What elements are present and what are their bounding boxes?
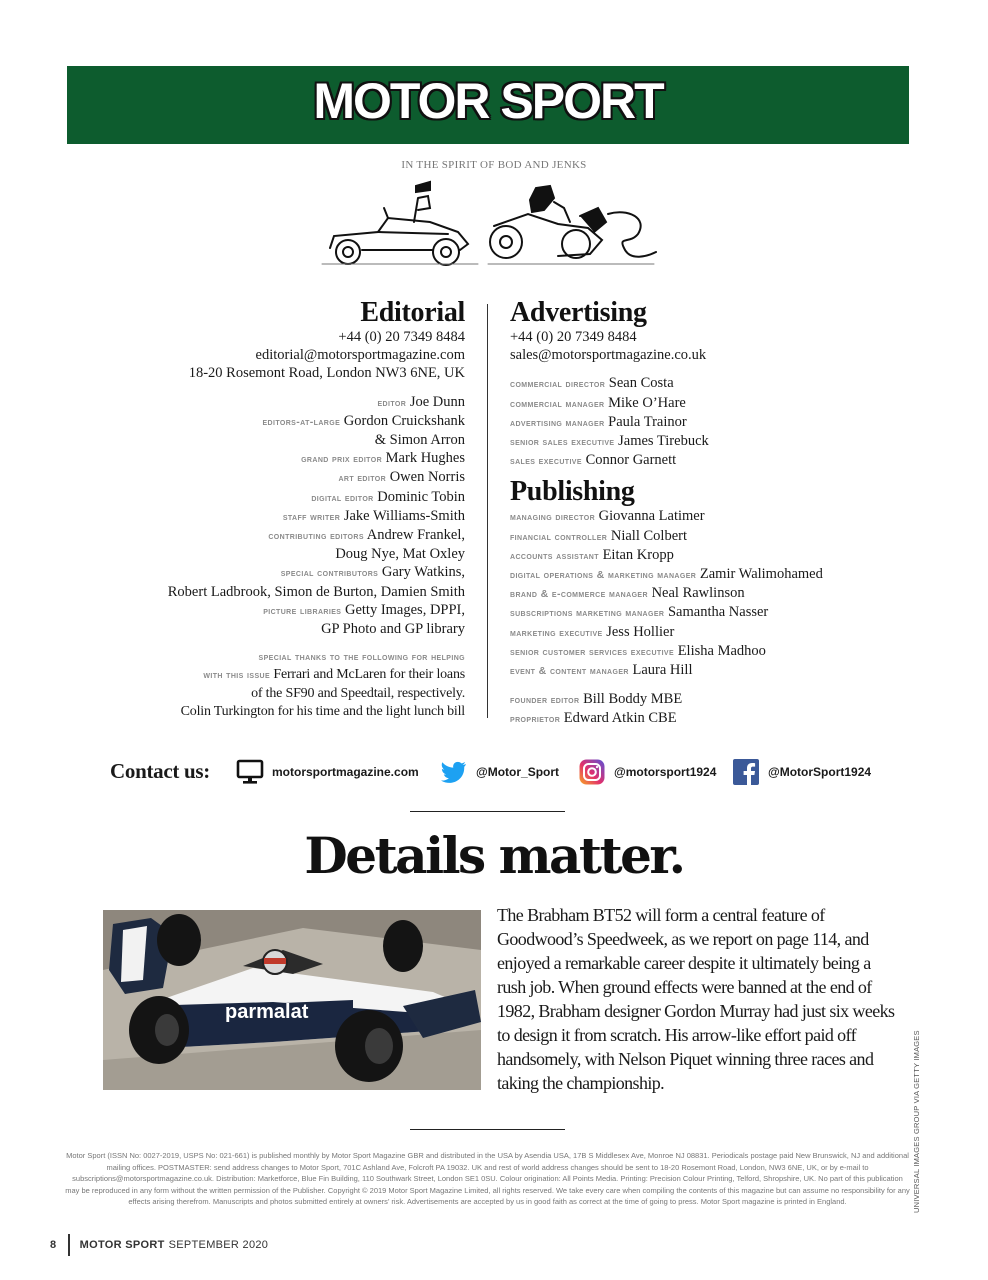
staff-name: Gary Watkins, [381, 564, 465, 581]
tagline: IN THE SPIRIT OF BOD AND JENKS [401, 159, 587, 171]
publishing-staff-list [510, 507, 930, 680]
staff-row [510, 413, 930, 432]
staff-row [510, 584, 930, 603]
staff-row [100, 545, 465, 563]
staff-row [510, 451, 930, 470]
footer-issue: SEPTEMBER 2020 [168, 1239, 269, 1251]
staff-role: managing director [510, 511, 596, 524]
twitter-handle: @Motor_Sport [476, 765, 560, 779]
staff-name: & Simon Arron [374, 432, 465, 449]
staff-row [510, 565, 930, 584]
staff-name: of the SF90 and Speedtail, respectively. [251, 685, 465, 701]
advertising-staff-list [510, 374, 930, 470]
footer-divider [68, 1234, 70, 1256]
staff-name: Samantha Nasser [667, 604, 769, 621]
car-livery-text: parmalat [225, 1001, 309, 1023]
instagram-handle: @motorsport1924 [614, 765, 717, 779]
staff-role: picture libraries [263, 604, 342, 617]
staff-row [100, 431, 465, 449]
bod-and-jenks-illustration [318, 178, 658, 276]
twitter-link[interactable] [440, 758, 559, 786]
facebook-handle: @MotorSport1924 [768, 765, 872, 779]
staff-row [510, 709, 930, 728]
staff-name: Bill Boddy MBE [583, 691, 683, 708]
staff-role: advertising manager [510, 416, 605, 429]
twitter-icon [440, 758, 468, 786]
website-link[interactable] [236, 758, 419, 786]
staff-role: marketing executive [510, 626, 603, 639]
staff-name: Jess Hollier [606, 623, 675, 640]
rule-bottom [410, 1129, 565, 1130]
staff-role: financial controller [510, 530, 608, 543]
advertising-title: Advertising [510, 297, 647, 328]
staff-row [100, 449, 465, 468]
staff-name: Ferrari and McLaren for their loans [273, 667, 465, 683]
staff-name: Niall Colbert [610, 527, 687, 544]
staff-role: editors-at-large [262, 415, 341, 428]
staff-row [510, 432, 930, 451]
publishing-title: Publishing [510, 476, 635, 508]
rule-top [410, 811, 565, 812]
facebook-icon [732, 758, 760, 786]
staff-name: Mike O’Hare [608, 394, 686, 411]
instagram-link[interactable] [578, 758, 716, 786]
page-footer [50, 1234, 268, 1256]
staff-row [510, 642, 930, 661]
staff-row [100, 526, 465, 545]
staff-row [510, 546, 930, 565]
staff-row [100, 583, 465, 601]
staff-role: event & content manager [510, 665, 629, 678]
advertising-email[interactable]: sales@motorsportmagazine.co.uk [510, 347, 707, 364]
staff-role: editor [377, 396, 407, 409]
brabham-car-illustration [103, 910, 481, 1090]
motor-sport-logo: MOTOR SPORT [313, 73, 663, 129]
editorial-thanks-list [100, 648, 465, 721]
staff-role: commercial director [510, 378, 606, 391]
staff-role: special contributors [280, 567, 379, 580]
staff-name: Eitan Kropp [602, 546, 674, 563]
staff-role: sales executive [510, 455, 582, 468]
staff-role: senior sales executive [510, 436, 615, 449]
column-divider [487, 304, 488, 718]
staff-row [100, 468, 465, 487]
staff-name: Neal Rawlinson [651, 585, 745, 602]
staff-name: Owen Norris [389, 469, 465, 486]
staff-name: Getty Images, DPPI, [344, 601, 465, 618]
staff-name: Robert Ladbrook, Simon de Burton, Damien Smith [167, 583, 465, 600]
staff-row [100, 666, 465, 684]
staff-row [100, 601, 465, 620]
staff-row [510, 690, 930, 709]
staff-row [100, 648, 465, 666]
staff-name: Laura Hill [632, 662, 693, 679]
staff-name: Sean Costa [608, 375, 674, 392]
staff-role: special thanks to the following for helping [258, 651, 465, 664]
staff-role: founder editor [510, 694, 580, 707]
staff-row [510, 507, 930, 526]
staff-row [100, 488, 465, 507]
staff-row [100, 620, 465, 638]
masthead [67, 66, 909, 144]
staff-row [510, 603, 930, 622]
staff-name: Jake Williams-Smith [343, 507, 465, 524]
editorial-address: 18-20 Rosemont Road, London NW3 6NE, UK [188, 365, 465, 382]
instagram-icon [578, 758, 606, 786]
website-text: motorsportmagazine.com [272, 765, 419, 779]
staff-row [510, 661, 930, 680]
staff-name: Paula Trainor [608, 413, 687, 430]
page-number: 8 [50, 1239, 57, 1251]
photo-credit: UNIVERSAL IMAGES GROUP VIA GETTY IMAGES [912, 1030, 921, 1213]
staff-role: grand prix editor [301, 453, 383, 466]
staff-row [510, 527, 930, 546]
editorial-staff-list [100, 393, 465, 639]
footer-magazine: MOTOR SPORT [79, 1239, 165, 1251]
editorial-column [100, 298, 465, 721]
contact-label: Contact us: [110, 759, 210, 783]
staff-name: Zamir Walimohamed [699, 566, 823, 583]
feature-body: The Brabham BT52 will form a central feature of Goodwood’s Speedweek, as we report on page 114, and enjoyed a remarkable career despite it ultimately being a rush job. When ground effects were banned at the end of 1982, Brabham designer Gordon Murray had just six weeks to design it from scratch. His arrow-like effort paid off handsomely, with Nelson Piquet winning three races and taking the championship. [497, 905, 895, 1093]
staff-role: with this issue [203, 669, 271, 682]
staff-name: Connor Garnett [585, 452, 677, 469]
staff-name: Edward Atkin CBE [563, 710, 677, 727]
staff-row [510, 623, 930, 642]
staff-role: art editor [338, 472, 387, 485]
staff-name: Colin Turkington for his time and the light lunch bill [180, 703, 465, 719]
advertising-phone: +44 (0) 20 7349 8484 [510, 329, 637, 345]
staff-row [100, 393, 465, 412]
staff-row [100, 685, 465, 703]
staff-role: brand & e-commerce manager [510, 588, 648, 601]
monitor-icon [236, 758, 264, 786]
advertising-publishing-column [510, 298, 930, 729]
staff-role: subscriptions marketing manager [510, 607, 665, 620]
staff-role: commercial manager [510, 397, 605, 410]
staff-name: Dominic Tobin [377, 488, 465, 505]
facebook-link[interactable] [732, 758, 871, 786]
staff-name: Andrew Frankel, [366, 527, 465, 544]
staff-name: Doug Nye, Mat Oxley [335, 546, 465, 563]
small-print: Motor Sport (ISSN No: 0027-2019, USPS No: 021-661) is published monthly by Motor Sport Magazine GBR and distributed in the USA by Asendia USA, 17B S Middlesex Ave, Monroe NJ 08831. Periodicals postage paid New Brunswick, NJ and additional mailing offices. POSTMASTER: send address changes to Motor Sport, 701C Ashland Ave, Folcroft PA 19032. UK and rest of world address changes should be sent to 18-20 Rosemont Road, London, NW3 6NE, UK, or by e-mail to subscriptions@motorsportmagazine.co.uk. Distribution: Marketforce, Blue Fin Building, 110 Southwark Street, London SE1 0SU. Colour origination: All Points Media. Printing: Precision Colour Printing, Telford, Shropshire, UK. No part of this publication may be reproduced in any form without the written permission of the Publisher. Copyright © 2019 Motor Sport Magazine Limited, all rights reserved. We take every care when compiling the contents of this magazine but can assume no responsibility for any effects arising therefrom. Manuscripts and photos submitted entirely at owners’ risk. Advertisements are accepted by us in good faith as correct at the time of going to press. Motor Sport magazine is printed in England. [65, 1151, 910, 1207]
contact-bar [110, 758, 890, 786]
staff-name: Gordon Cruickshank [343, 412, 465, 429]
staff-row [100, 563, 465, 582]
staff-name: James Tirebuck [618, 433, 709, 450]
staff-name: Giovanna Latimer [598, 508, 705, 525]
staff-role: proprietor [510, 713, 561, 726]
editorial-email[interactable]: editorial@motorsportmagazine.com [255, 347, 465, 364]
editorial-phone: +44 (0) 20 7349 8484 [338, 329, 465, 345]
staff-row [510, 394, 930, 413]
staff-role: senior customer services executive [510, 645, 675, 658]
staff-role: accounts assistant [510, 549, 599, 562]
staff-name: Mark Hughes [385, 450, 465, 467]
staff-role: staff writer [282, 510, 341, 523]
staff-name: GP Photo and GP library [321, 621, 465, 638]
editorial-title: Editorial [360, 297, 465, 328]
feature-headline: Details matter. [304, 826, 684, 885]
brabham-bt52-photo [103, 910, 481, 1090]
staff-role: digital operations & marketing manager [510, 569, 697, 582]
staff-role: digital editor [311, 491, 374, 504]
staff-row [100, 412, 465, 431]
staff-role: contributing editors [268, 530, 364, 543]
staff-row [510, 374, 930, 393]
staff-name: Elisha Madhoo [677, 642, 766, 659]
staff-name: Joe Dunn [409, 393, 465, 410]
staff-row [100, 703, 465, 721]
publishing-founders-list [510, 690, 930, 728]
staff-row [100, 507, 465, 526]
